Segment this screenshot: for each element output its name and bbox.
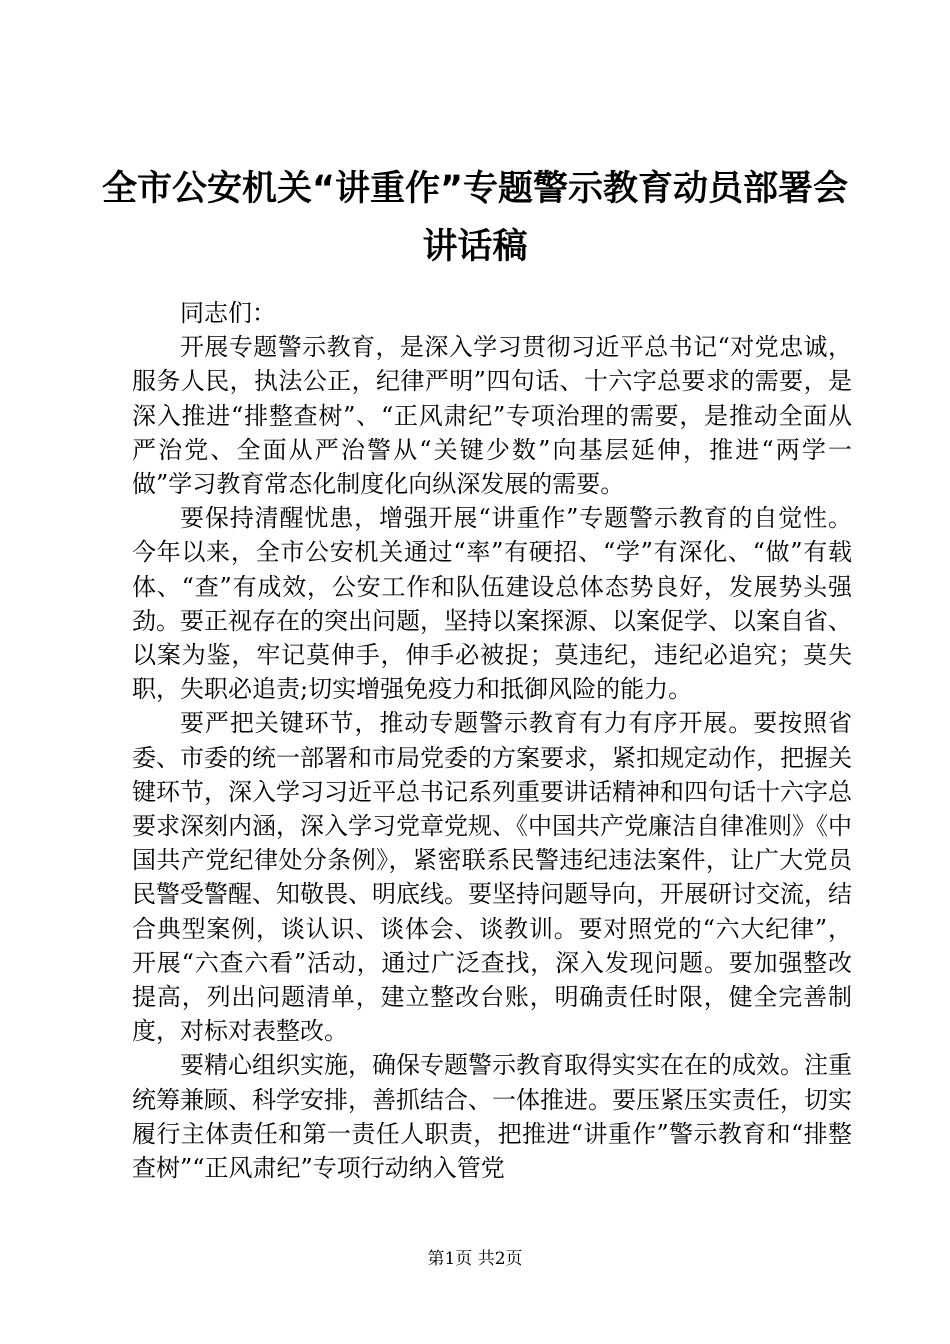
paragraph-4: 要精心组织实施，确保专题警示教育取得实实在在的成效。注重统筹兼顾、科学安排，善抓结合、一体推进。要压紧压实责任，切实履行主体责任和第一责任人职责，把推进“讲重作”警示教育和“排整查树”“正风肃纪”专项行动纳入管党: [132, 1051, 852, 1183]
paragraph-1: 开展专题警示教育，是深入学习贯彻习近平总书记“对党忠诚，服务人民，执法公正，纪律严明”四句话、十六字总要求的需要，是深入推进“排整查树”、“正风肃纪”专项治理的需要，是推动全面从严治党、全面从严治警从“关键少数”向基层延伸，推进“两学一做”学习教育常态化制度化向纵深发展的需要。: [132, 333, 852, 499]
salutation: 同志们：: [180, 299, 276, 327]
page-number-footer: 第1页 共2页: [427, 1249, 523, 1269]
document-title: 全市公安机关“讲重作”专题警示教育动员部署会讲话稿: [101, 169, 848, 267]
paragraph-2: 要保持清醒忧患，增强开展“讲重作”专题警示教育的自觉性。今年以来，全市公安机关通过“率”有硬招、“学”有深化、“做”有载体、“查”有成效，公安工作和队伍建设总体态势良好，发展势头强劲。要正视存在的突出问题，坚持以案探源、以案促学、以案自省、以案为鉴，牢记莫伸手，伸手必被捉；莫违纪，违纪必追究；莫失职，失职必追责;切实增强免疫力和抵御风险的能力。: [132, 504, 852, 704]
paragraph-3: 要严把关键环节，推动专题警示教育有力有序开展。要按照省委、市委的统一部署和市局党委的方案要求，紧扣规定动作，把握关键环节，深入学习习近平总书记系列重要讲话精神和四句话十六字总要求深刻内涵，深入学习党章党规、《中国共产党廉洁自律准则》《中国共产党纪律处分条例》，紧密联系民警违纪违法案件，让广大党员民警受警醒、知敬畏、明底线。要坚持问题导向，开展研讨交流，结合典型案例，谈认识、谈体会、谈教训。要对照党的“六大纪律”，开展“六查六看”活动，通过广泛查找，深入发现问题。要加强整改提高，列出问题清单，建立整改台账，明确责任时限，健全完善制度，对标对表整改。: [132, 709, 852, 1046]
document-body: [132, 296, 852, 1185]
